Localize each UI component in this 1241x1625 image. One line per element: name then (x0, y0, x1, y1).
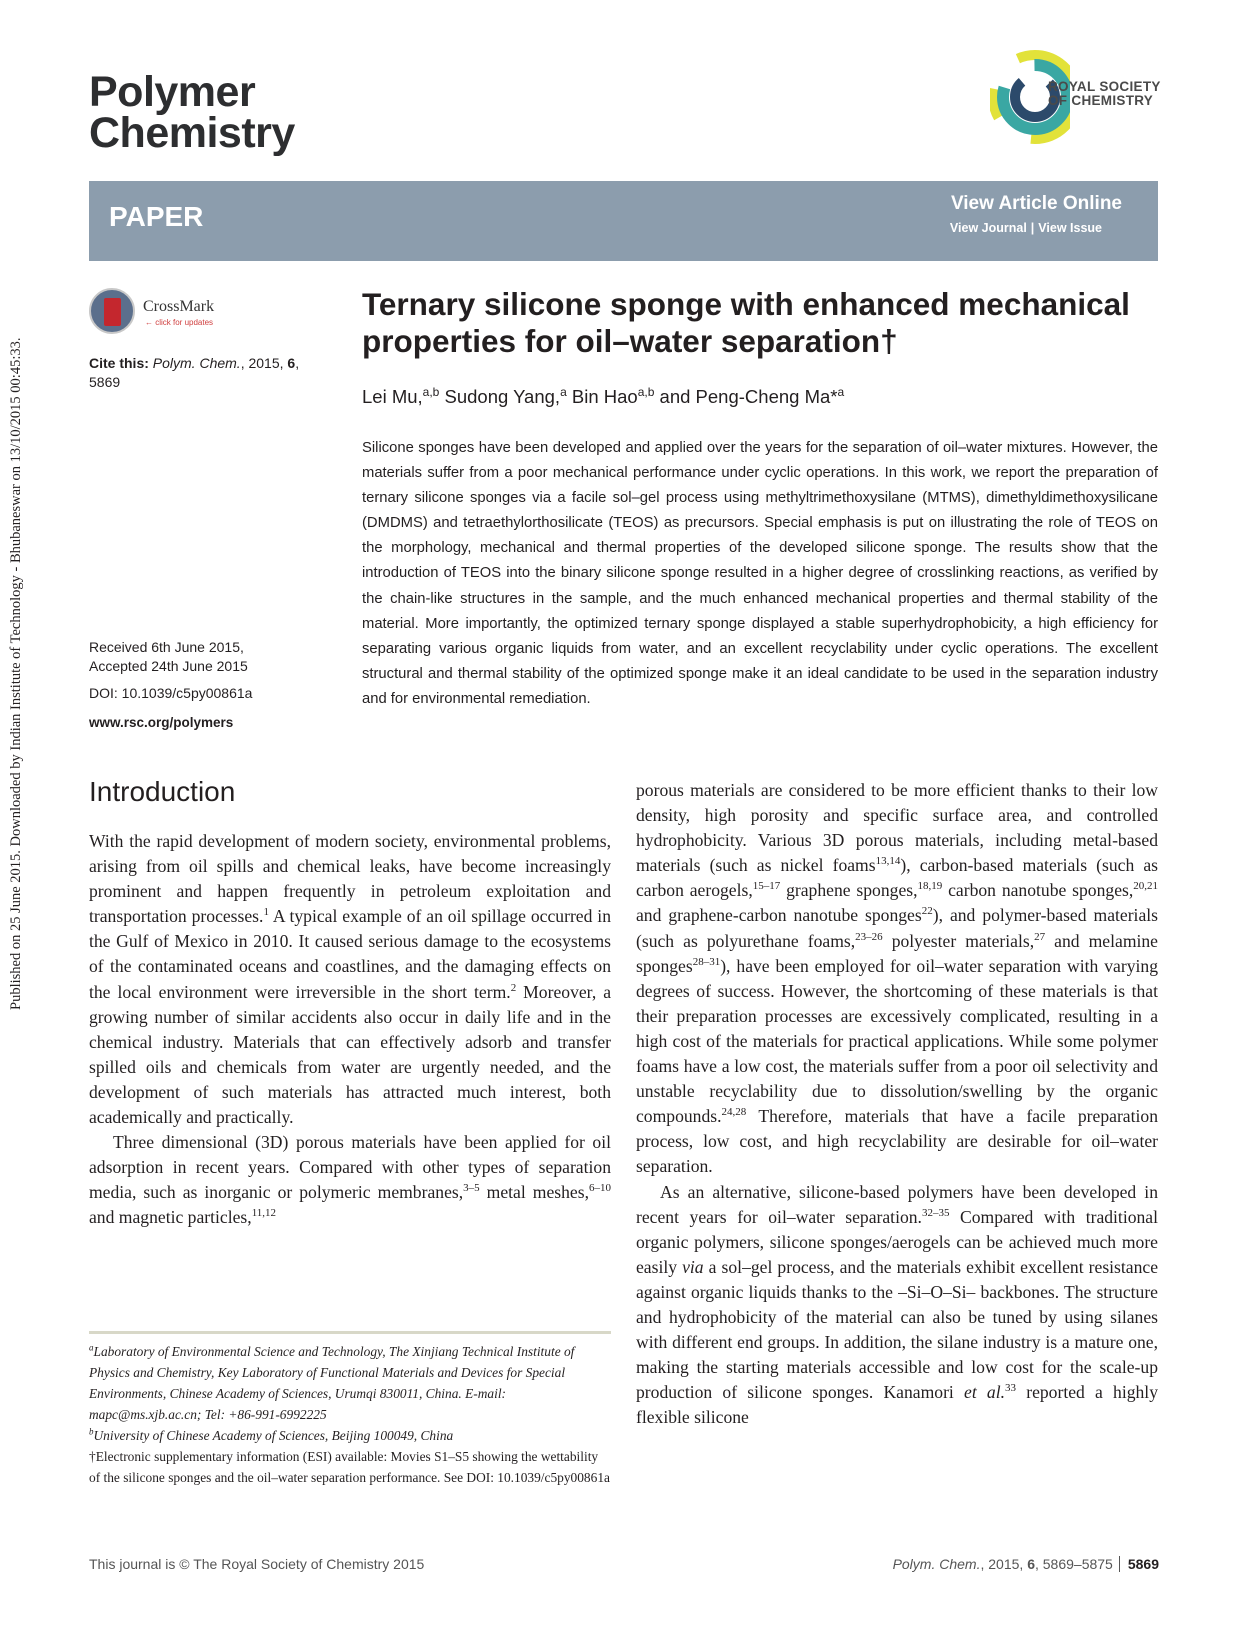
text-run: porous materials are considered to be more efficient thanks to their low density, high porosity and specific surface area, and controlled hydrophobicity. Various 3D porous materials, including metal-based materials (such as nickel foams (636, 780, 1158, 876)
text-run: Three dimensional (3D) porous materials have been applied for oil adsorption in recent years. Compared with other types of separation media, such as inorganic or polymeric membranes, (89, 1132, 611, 1203)
body-column-right (636, 778, 1158, 1430)
citation-ref[interactable]: 18,19 (917, 880, 943, 893)
citation-ref[interactable]: 28–31 (692, 955, 721, 968)
author-name: Lei Mu, (362, 386, 423, 408)
footer-journal: Polym. Chem. (892, 1556, 981, 1572)
cite-page: , 5869 (89, 355, 300, 390)
text-run: ), have been employed for oil–water separation with varying degrees of success. However, the shortcoming of these materials is that their preparation processes are excessively complicated, resulting in a high cost of the materials for practical applications. While some polymer foams have a low cost, the materials suffer from a poor oil selectivity and unstable recyclability due to dissolution/swelling by the organic compounds. (636, 955, 1158, 1127)
body-column-left (89, 829, 611, 1231)
download-side-note (8, 230, 28, 1010)
text-run: metal meshes, (479, 1182, 589, 1203)
view-links (950, 221, 1102, 235)
view-article-online-link[interactable]: View Article Online (950, 193, 1122, 214)
text-run: A typical example of an oil spillage occurred in the Gulf of Mexico in 2010. It caused serious damage to the ecosystems of the contaminated oceans and coastlines, and the damaging effects on the local environment were irreversible in the short term. (89, 906, 611, 1002)
italic-text: via (682, 1256, 704, 1277)
text-run: ), and polymer-based materials (such as polyurethane foams, (636, 905, 1158, 951)
accepted-date: Accepted 24th June 2015 (89, 658, 248, 674)
text-run: a sol–gel process, and the materials exhibit excellent resistance against organic liquids thanks to the –Si–O–Si– backbones. The structure and hydrophobicity of the material can also be tuned by using silanes with different end groups. In addition, the silane industry is a mature one, making the starting materials accessible and low cost for the scale-up production of silicone sponges. Kanamori (636, 1256, 1159, 1403)
paragraph (89, 829, 611, 1130)
author-affiliation: a (560, 385, 567, 399)
cite-journal: Polym. Chem. (152, 355, 241, 371)
crossmark-label: CrossMark (143, 298, 215, 315)
doi: DOI: 10.1039/c5py00861a (89, 685, 253, 701)
view-issue-link[interactable]: View Issue (1038, 221, 1102, 235)
author-affiliation: a,b (637, 385, 655, 399)
text-run: As an alternative, silicone-based polymers have been developed in recent years for oil–water separation. (636, 1181, 1158, 1227)
rsc-logo[interactable] (990, 40, 1165, 155)
footnote-mark: b (89, 1426, 94, 1437)
side-note-text: Published on 25 June 2015. Downloaded by Indian Institute of Technology - Bhubaneswar on 13/10/2015 00:45:33. (8, 337, 24, 1010)
italic-text: et al. (964, 1382, 1006, 1403)
cite-year: , 2015, (240, 355, 288, 371)
footer-copyright: This journal is © The Royal Society of Chemistry 2015 (89, 1556, 425, 1572)
text-run: polyester materials, (882, 930, 1035, 951)
journal-url-link[interactable]: www.rsc.org/polymers (89, 715, 234, 730)
received-date: Received 6th June 2015, (89, 639, 244, 655)
citation-ref[interactable]: 22 (921, 905, 933, 918)
rsc-logo-line2: OF CHEMISTRY (1048, 93, 1154, 108)
text-run: Compared with traditional organic polymers, silicone sponges/aerogels can be achieved much more easily (636, 1206, 1159, 1277)
paragraph (636, 1180, 1158, 1431)
citation-ref[interactable]: 32–35 (921, 1206, 950, 1219)
citation-ref[interactable]: 23–26 (855, 930, 883, 943)
article-type-label: PAPER (109, 201, 204, 232)
footnote-affiliation-a (89, 1341, 611, 1425)
footer-pages: , 5869–5875 (1034, 1556, 1113, 1572)
journal-title (89, 68, 295, 157)
footnote-affiliation-b (89, 1425, 611, 1446)
footer-volume: 6 (1027, 1556, 1035, 1572)
journal-title-line1: Polymer (89, 68, 256, 116)
text-run: Moreover, a growing number of similar accidents also occur in daily life and in the chemical industry. Materials that can effectively adsorb and transfer spilled oils and chemicals from water are urgently needed, and the development of such materials has attracted much interest, both academically and practically. (89, 981, 612, 1128)
citation-ref[interactable]: 33 (1005, 1382, 1017, 1395)
footer-year: , 2015, (980, 1556, 1028, 1572)
text-run: With the rapid development of modern society, environmental problems, arising from oil spills and chemical leaks, have become increasingly prominent and happen frequently in petroleum exploitation and transportation processes. (89, 831, 611, 927)
abstract: Silicone sponges have been developed and applied over the years for the separation of oil–water mixtures. However, the materials suffer from a poor mechanical performance under cyclic operations. In this work, we report the preparation of ternary silicone sponges via a facile sol–gel process using methyltrimethoxysilane (MTMS), dimethyldimethoxysilicane (DMDMS) and tetraethylorthosilicate (TEOS) as precursors. Special emphasis is put on illustrating the role of TEOS on the morphology, mechanical and thermal properties of the developed silicone sponge. The results show that the introduction of TEOS into the binary silicone sponge resulted in a higher degree of crosslinking reactions, as verified by the chain-like structures in the sample, and the much enhanced mechanical properties and thermal stability of the material. More importantly, the optimized ternary sponge displayed a stable superhydrophobicity, a high efficiency for separating various organic liquids from water, and an excellent recyclability under cyclic operations. The excellent structural and thermal stability of the optimized sponge make it an ideal candidate to be used in the separation industry and for environmental remediation. (362, 440, 1158, 707)
view-journal-link[interactable]: View Journal (949, 221, 1027, 235)
cite-volume: 6 (287, 355, 296, 371)
article-metadata (89, 638, 329, 732)
paragraph (89, 1130, 611, 1230)
crossmark-badge[interactable] (89, 288, 229, 338)
author-name: Sudong Yang, (439, 386, 561, 408)
citation-ref[interactable]: 24,28 (721, 1106, 747, 1119)
text-run: ), carbon-based materials (such as carbon aerogels, (636, 855, 1158, 901)
author-name: Bin Hao (566, 386, 638, 408)
text-run: reported a highly flexible silicone (636, 1382, 1158, 1428)
footnote-text: University of Chinese Academy of Sciences, Beijing 100049, China (93, 1428, 454, 1443)
author-list (362, 385, 1152, 408)
text-run: graphene sponges, (780, 880, 918, 901)
text-run: and magnetic particles, (89, 1207, 252, 1228)
crossmark-sublabel-text: click for updates (155, 318, 214, 327)
view-links-separator: | (1030, 221, 1035, 235)
citation-ref[interactable]: 20,21 (1133, 880, 1158, 893)
text-run: Therefore, materials that have a facile preparation process, low cost, and high recyclability are desirable for oil–water separation. (636, 1106, 1158, 1177)
citation-ref[interactable]: 27 (1034, 930, 1046, 943)
citation-ref[interactable]: 15–17 (752, 880, 781, 893)
citation-ref[interactable]: 2 (510, 981, 517, 994)
rsc-logo-line1: ROYAL SOCIETY (1048, 79, 1161, 94)
author-name: and Peng-Cheng Ma* (654, 386, 838, 408)
citation-ref[interactable]: 13,14 (875, 855, 901, 868)
text-run: and graphene-carbon nanotube sponges (636, 905, 922, 926)
citation-ref[interactable]: 6–10 (589, 1182, 611, 1195)
rsc-logo-text (1048, 80, 1161, 108)
author-affiliation: a (837, 385, 845, 399)
footer-citation (893, 1556, 1159, 1572)
footnote-esi: †Electronic supplementary information (ESI) available: Movies S1–S5 showing the wettability of the silicone sponges and the oil–water separation performance. See DOI: 10.1039/c5py00861a (89, 1449, 610, 1485)
footnote-mark: a (89, 1342, 94, 1353)
citation-ref[interactable]: 3–5 (463, 1182, 480, 1195)
page-number: 5869 (1119, 1556, 1159, 1572)
citation-info (89, 354, 329, 392)
footnote-text: Laboratory of Environmental Science and Technology, The Xinjiang Technical Institute of Physics and Chemistry, Key Laboratory of Functional Materials and Devices for Special Environments, Chinese Academy of Sciences, Urumqi 830011, China. E-mail: mapc@ms.xjb.ac.cn; Tel: +86-991-6992225 (89, 1344, 575, 1422)
introduction-heading: Introduction (89, 776, 236, 807)
footnote-divider (89, 1331, 611, 1334)
article-type-banner (89, 181, 1158, 261)
text-run: and melamine sponges (636, 930, 1158, 976)
citation-ref[interactable]: 1 (263, 906, 269, 919)
footnotes (89, 1341, 611, 1488)
paragraph (636, 778, 1158, 1180)
article-title: Ternary silicone sponge with enhanced mechanical properties for oil–water separation† (362, 286, 1130, 359)
author-affiliation: a,b (422, 385, 440, 399)
citation-ref[interactable]: 11,12 (251, 1207, 277, 1220)
cite-prefix: Cite this: (89, 355, 149, 371)
journal-title-line2: Chemistry (89, 109, 295, 157)
text-run: carbon nanotube sponges, (942, 880, 1134, 901)
crossmark-sublabel: ← click for updates (145, 318, 214, 327)
crossmark-icon (89, 288, 135, 334)
